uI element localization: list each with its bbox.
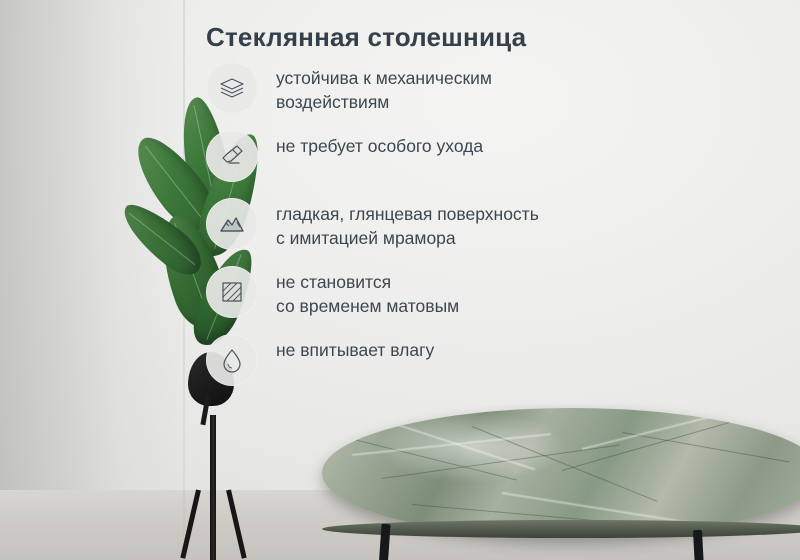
feature-list: [206, 62, 626, 402]
list-item-line: с имитацией мрамора: [276, 227, 456, 248]
list-item: [206, 198, 626, 252]
water-drop-icon: [206, 334, 258, 386]
matte-square-icon: [206, 266, 258, 318]
list-item-line: не становится: [276, 272, 392, 292]
list-item: [206, 334, 626, 388]
list-item-label: [276, 203, 539, 250]
list-item-label: [276, 67, 492, 114]
list-item-line: не впитывает влагу: [276, 340, 435, 360]
list-item-label: [276, 271, 459, 318]
marble-mountain-icon: [206, 198, 258, 250]
list-item-label: [276, 339, 434, 363]
list-item-line: устойчива к механическим: [276, 68, 492, 88]
layers-icon: [206, 62, 258, 114]
list-item-label: [276, 135, 483, 159]
page-title: Стеклянная столешница: [206, 22, 527, 52]
list-item: [206, 266, 626, 320]
list-item-line: не требует особого ухода: [276, 136, 484, 156]
list-item-line: со временем матовым: [276, 295, 460, 316]
list-item: [206, 130, 626, 184]
list-item-line: воздействиям: [276, 91, 390, 112]
hand-wipe-icon: [206, 130, 258, 182]
list-item: [206, 62, 626, 116]
list-item-line: гладкая, глянцевая поверхность: [276, 204, 539, 224]
